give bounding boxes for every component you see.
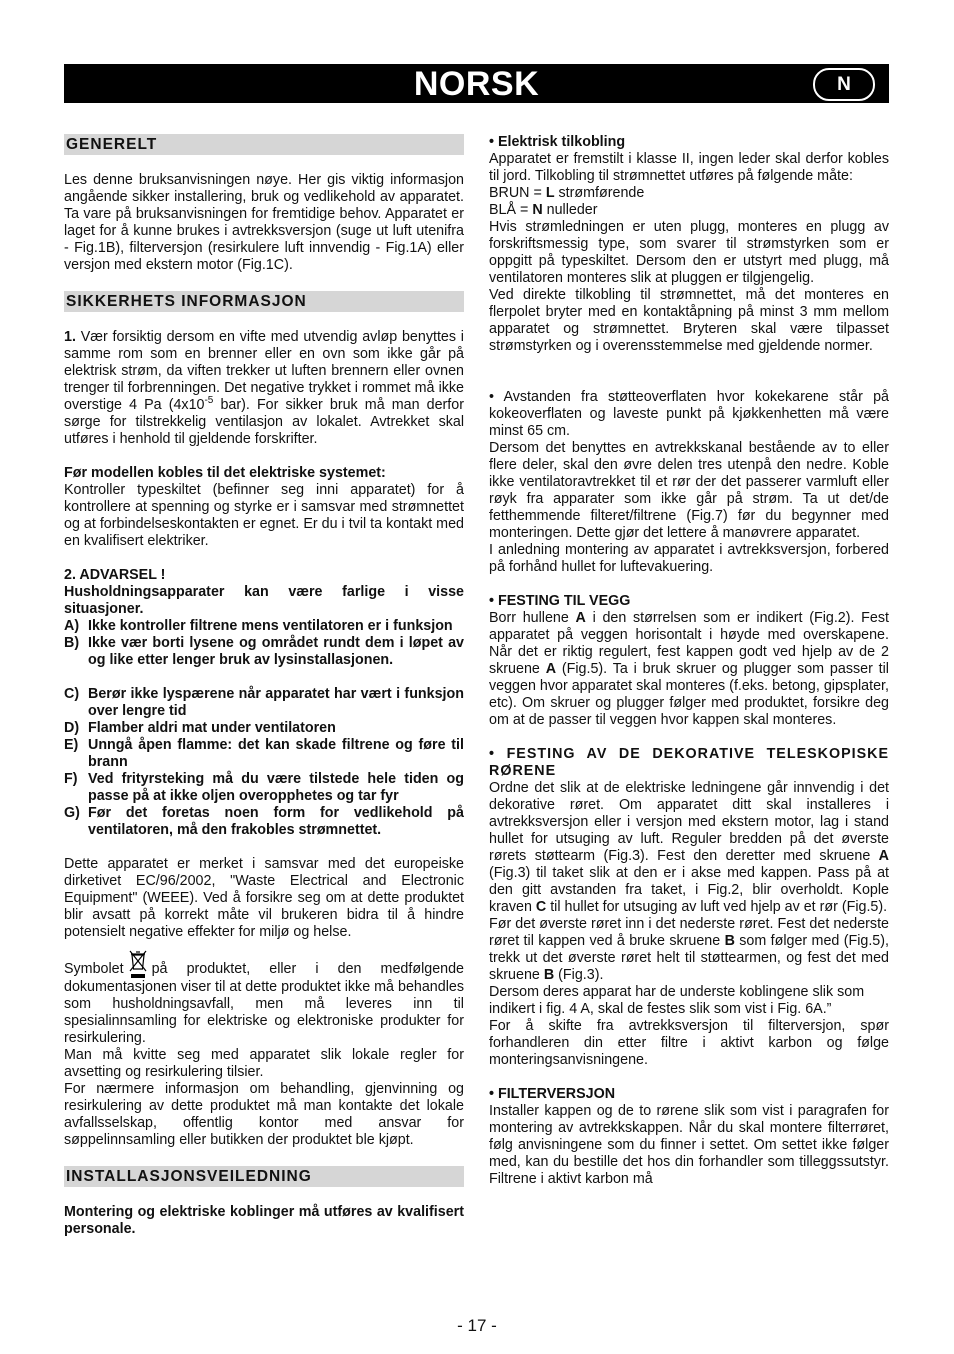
electrical-title: • Elektrisk tilkobling	[489, 134, 626, 150]
before-connect-text: Kontroller typeskiltet (befinner seg inni apparatet) for å kontrollere at spenning og styrke er i samsvar med strømnettet og at forbindelseskontakten er egnet. Er du i tvil ta kontakt med en kvalifisert elektriker.	[64, 482, 464, 549]
telescopic-text-4: For å skifte fra avtrekksversjon til filterversjon, spør forhandleren din etter filtre i aktivt karbon og følge monteringsanvisningene.	[489, 1018, 889, 1068]
section-heading-general: GENERELT	[64, 134, 464, 155]
electrical-text-3: Ved direkte tilkobling til strømnettet, må det monteres en flerpolet bryter med en kontaktåpning på minst 3 mm mellom apparatet og strømnettet. Bryteren skal være tilpasset strømstyrken og i overensstemmelse med gjeldende normer.	[489, 287, 889, 354]
left-column	[64, 134, 464, 1238]
warning-item: F) Ved frityrsteking må du være tilstede hele tiden og passe på at ikke oljen overopphetes og tar fyr	[64, 771, 464, 804]
brown-wire: BRUN = L strømførende	[489, 185, 645, 201]
warning-item: C) Berør ikke lyspærene når apparatet har vært i funksjon over lengre tid	[64, 686, 464, 719]
weee-paragraph-4: For nærmere informasjon om behandling, gjenvinning og resirkulering av dette produktet må man kontakte det lokale avfallsselskap, offentlig kontor med ansvar for søppelinnsamling eller butikken der produktet ble kjøpt.	[64, 1081, 464, 1148]
section-heading-safety: SIKKERHETS INFORMASJON	[64, 291, 464, 312]
telescopic-text-3: Dersom deres apparat har de underste koblingene slik som indikert i fig. 4 A, skal de festes slik som vist i Fig. 6A.”	[489, 984, 865, 1017]
warning-item: D) Flamber aldri mat under ventilatoren	[64, 720, 336, 736]
page-title: NORSK	[413, 65, 540, 103]
safety-paragraph-1: 1. Vær forsiktig dersom en vifte med utvendig avløp benyttes i samme rom som en brenner eller en ovn som ikke går på elektrisk strøm, da viften trekker ut luften brennern eller ovnen trenger til forbrenningen. Det negative trykket i rommet må ikke overstige 4 Pa ($4x10^{-5}$ bar). For sikker bruk må man derfor sørge for tilstrekkelig ventilasjon av lokalet. Avtrekket skal utføres i henhold til gjeldende forskrifter.	[64, 329, 464, 447]
wall-mount-text: Borr hullene A i den størrelsen som er indikert (Fig.2). Fest apparatet på veggen horisontalt i høyde med overskapene. Når det er riktig regulert, fest kappen godt ved hjelp av de 2 skruene A (Fig.5). Ta i bruk skruer og plugger som passer til veggen hvor apparatet skal monteres (f.eks. betong, gipsplater, etc). Om skruer og plugger følger med produktet, forsikre deg om at de passer til veggen hvor kappen skal monteres.	[489, 610, 889, 728]
electrical-text-2: Hvis strømledningen er uten plugg, monteres en plugg av forskriftsmessig type, som svarer til strømstyrken som er oppgitt på typeskiltet. Dersom den er utstyrt med plugg, må ventilatoren monteres slik at pluggen er tilgjengelig.	[489, 219, 889, 286]
duct-paragraph: Dersom det benyttes en avtrekkskanal bestående av to eller flere deler, skal den øvre delen tres utenpå den nedre. Koble ikke ventilatoravtrekket til et rør der det passerer varmluft eller røyk fra apparater som ikke går på strøm. Ta ut det/de fetthemmende filteret/filtrene (Fig.7) før du begynner med monteringen. Dette gjør det lettere å manøvrere apparatet.	[489, 440, 889, 541]
warning-item: A) Ikke kontroller filtrene mens ventilatoren er i funksjon	[64, 618, 453, 634]
right-column	[489, 134, 889, 1188]
general-paragraph: Les denne bruksanvisningen nøye. Her gis viktig informasjon angående sikker installering, bruk og vedlikehold av apparatet. Ta vare på bruksanvisningen for fremtidige behov. Apparatet er laget for å kunne brukes i avtrekksversjon (suge ut luft utenifra - Fig.1B), filterversjon (resirkulere luft innvendig - Fig.1A) eller versjon med ekstern motor (Fig.1C).	[64, 172, 464, 273]
wall-mount-title: • FESTING TIL VEGG	[489, 593, 631, 609]
installation-note: Montering og elektriske koblinger må utføres av kvalifisert personale.	[64, 1204, 464, 1237]
warning-item: E) Unngå åpen flamme: det kan skade filtrene og føre til brann	[64, 737, 464, 770]
page-number: - 17 -	[457, 1316, 497, 1335]
distance-paragraph: • Avstanden fra støtteoverflaten hvor kokekarene står på kokeoverflaten og laveste punkt på kjøkkenhetten må være minst 65 cm.	[489, 389, 889, 439]
crossed-bin-icon	[128, 949, 148, 979]
telescopic-text: Ordne det slik at de elektriske ledningene går innvendig i det dekorative røret. Om apparatet ditt skal installeres i avtrekksversjon eller i versjon med ekstern motor, lag i stand hullet for utsuging av luft. Reguler bredden på det øverste rørets støttearm (Fig.3). Fest den deretter med skruene A (Fig.3) til taket slik at den er i akse med kappen. Pass på at den gitt avstanden fra taket, i Fig.2, blir overholdt. Kople kraven C til hullet for utsuging av luft ved hjelp av et rør (Fig.5).	[489, 780, 889, 915]
warning-text: Husholdningsapparater kan være farlige i visse situasjoner.	[64, 584, 464, 617]
weee-paragraph-2: Symbolet på produktet, eller i den medfølgende dokumentasjonen viser til at dette produktet ikke må behandles som husholdningsavfall, men må leveres inn til spesialinnsamling for elektriske og elektroniske produkter for resirkulering.	[64, 949, 464, 1047]
telescopic-title: • FESTING AV DE DEKORATIVE TELESKOPISKE RØRENE	[489, 746, 889, 779]
weee-paragraph-1: Dette apparatet er merket i samsvar med det europeiske dirketivet EC/96/2002, "Waste Electrical and Electronic Equipment" (WEEE). Ved å forsikre seg om at dette produktet blir avsatt på korrekt måte vil brukeren bidra til å hindre potensielt negative effekter for miljø og helse.	[64, 856, 464, 940]
prepare-paragraph: I anledning montering av apparatet i avtrekksversjon, forbered på forhånd hullet for luftevakuering.	[489, 542, 889, 575]
filter-version-title: • FILTERVERSJON	[489, 1086, 616, 1102]
before-connect-title: Før modellen kobles til det elektriske systemet:	[64, 465, 386, 481]
blue-wire: BLÅ = N nulleder	[489, 202, 598, 218]
warning-item: G) Før det foretas noen form for vedlikehold på ventilatoren, må den frakobles strømnettet.	[64, 805, 464, 838]
section-heading-installation: INSTALLASJONSVEILEDNING	[64, 1166, 464, 1187]
warning-item: B) Ikke vær borti lysene og området rundt dem i løpet av og like etter lenger bruk av lysinstallasjonen.	[64, 635, 464, 668]
language-banner	[64, 64, 889, 103]
language-badge: N	[813, 68, 875, 101]
warning-title: 2. ADVARSEL !	[64, 567, 166, 583]
electrical-text: Apparatet er fremstilt i klasse II, ingen leder skal derfor kobles til jord. Tilkobling til strømnettet utføres på følgende måte:	[489, 151, 889, 184]
telescopic-text-2: Før det øverste røret inn i det nederste røret. Fest det nederste røret til kappen ved å bruke skruene B som følger med (Fig.5), trekk ut det øverste røret helt til støttearmen, og fest det med skruene B (Fig.3).	[489, 916, 889, 983]
filter-version-text: Installer kappen og de to rørene slik som vist i paragrafen for montering av avtrekkskappen. Når du skal montere filterrøret, følg anvisningene som du finner i settet. Om settet ikke følger med, kan du bestille det hos din forhandler som tilleggssutstyr. Filtrene i aktivt karbon må	[489, 1103, 889, 1187]
weee-paragraph-3: Man må kvitte seg med apparatet slik lokale regler for avsetting og resirkulering tilsier.	[64, 1047, 464, 1080]
